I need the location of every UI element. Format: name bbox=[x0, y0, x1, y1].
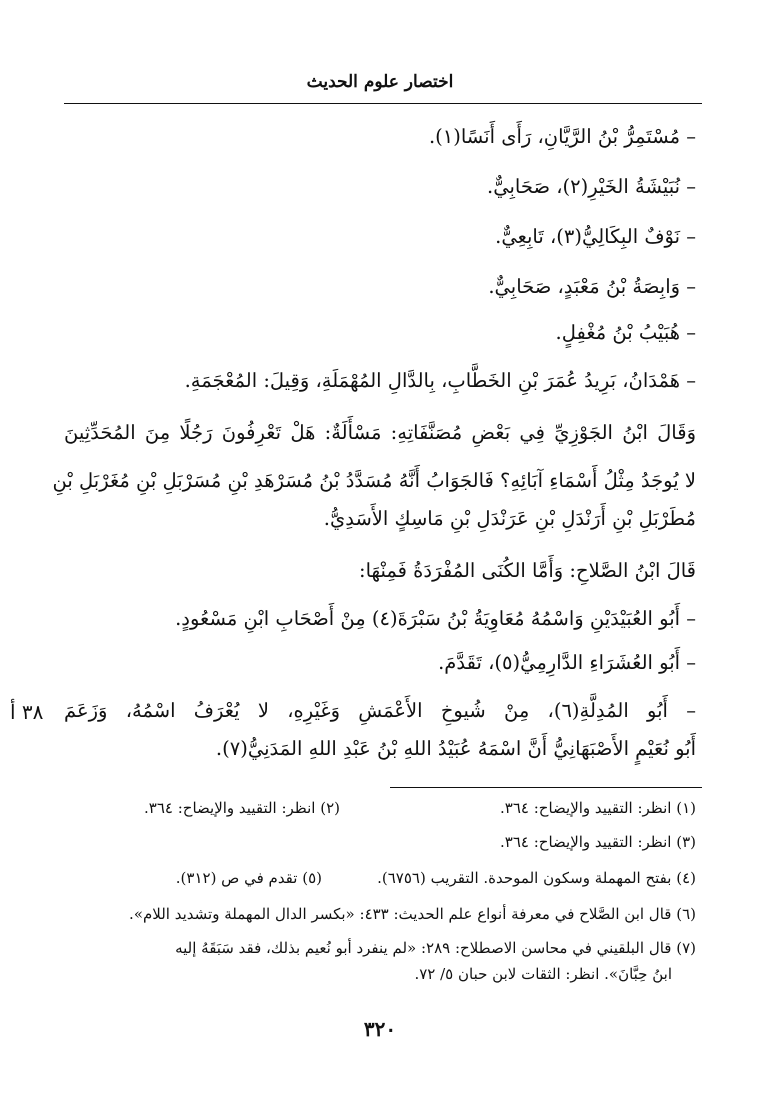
section-intro: قَالَ ابْنُ الصَّلاحِ: وَأَمَّا الكُنَى المُفْرَدَةُ فَمِنْهَا: bbox=[359, 559, 696, 582]
footnote-continuation: ابنُ حِبَّانَ». انظر: الثقات لابن حبان ٥/ ٧٢. bbox=[414, 965, 672, 983]
list-item-continuation: أَبُو نُعَيْمٍ الأَصْبَهَانِيُّ أَنَّ اسْمَهُ عُبَيْدُ اللهِ بْنُ عَبْدِ اللهِ المَدَنِيُّ(٧). bbox=[215, 737, 696, 760]
paragraph-line: مُطَرْبَلِ بْنِ أَرَنْدَلِ بْنِ عَرَنْدَلِ بْنِ مَاسِكٍ الأَسَدِيُّ. bbox=[323, 507, 696, 530]
footnote: (٤) بفتح المهملة وسكون الموحدة. التقريب (٦٧٥٦). bbox=[377, 869, 696, 887]
footnote-divider bbox=[390, 787, 702, 788]
footnote: (٧) قال البلقيني في محاسن الاصطلاح: ٢٨٩: «لم ينفرد أبو نُعيم بذلك، فقد سَبَقَهُ إليه bbox=[175, 939, 696, 957]
page-title: اختصار علوم الحديث bbox=[306, 72, 454, 92]
list-item: – هُبَيْبُ بْنُ مُغْفِلٍ. bbox=[555, 321, 696, 344]
margin-folio-note: ٣٨ أ bbox=[10, 700, 44, 724]
list-item: – أَبُو العُبَيْدَيْنِ وَاسْمُهُ مُعَاوِيَةُ بْنُ سَبْرَةَ(٤) مِنْ أَصْحَابِ ابْنِ مَسْعُودٍ. bbox=[175, 607, 696, 630]
paragraph-line: لا يُوجَدُ مِثْلُ أَسْمَاءِ آبَائِهِ؟ فَالجَوَابُ أَنَّهُ مُسَدَّدُ بْنُ مُسَرْهَدِ بْنِ مُسَرْبَلِ بْنِ مُغَرْبَلِ بْنِ bbox=[52, 469, 696, 492]
page-number: ٣٢٠ bbox=[363, 1017, 397, 1041]
list-item: – مُسْتَمِرُّ بْنُ الرَّيَّانِ، رَأَى أَنَسًا(١). bbox=[428, 125, 696, 148]
footnote: (٥) تقدم في ص (٣١٢). bbox=[175, 869, 322, 887]
list-item: – وَابِصَةُ بْنُ مَعْبَدٍ، صَحَابِيٌّ. bbox=[488, 275, 696, 298]
list-item: – أَبُو العُشَرَاءِ الدَّارِمِيُّ(٥)، تَقَدَّمَ. bbox=[438, 651, 696, 674]
header-divider bbox=[64, 103, 702, 104]
list-item: – نَوْفٌ البِكَالِيُّ(٣)، تَابِعِيٌّ. bbox=[495, 225, 696, 248]
footnote: (١) انظر: التقييد والإيضاح: ٣٦٤. bbox=[499, 799, 696, 817]
paragraph-line: وَقَالَ ابْنُ الجَوْزِيِّ فِي بَعْضِ مُصَنَّفَاتِهِ: مَسْأَلَةٌ: هَلْ تَعْرِفُونَ رَجُلًا مِنَ المُحَدِّثِينَ bbox=[64, 421, 696, 444]
list-item: – أَبُو المُدِلَّةِ(٦)، مِنْ شُيوخِ الأَعْمَشِ وَغَيْرِهِ، لا يُعْرَفُ اسْمُهُ، وَزَعَمَ bbox=[64, 699, 696, 722]
list-item: – هَمْدَانُ، بَرِيدُ عُمَرَ بْنِ الخَطَّابِ، بِالدَّالِ المُهْمَلَةِ، وَقِيلَ: المُعْجَمَةِ. bbox=[184, 369, 696, 392]
footnote: (٣) انظر: التقييد والإيضاح: ٣٦٤. bbox=[499, 833, 696, 851]
footnote: (٢) انظر: التقييد والإيضاح: ٣٦٤. bbox=[143, 799, 340, 817]
list-item: – نُبَيْشَةُ الخَيْرِ(٢)، صَحَابِيٌّ. bbox=[487, 175, 696, 198]
footnote: (٦) قال ابن الصَّلاح في معرفة أنواع علم الحديث: ٤٣٣: «بكسر الدال المهملة وتشديد اللام». bbox=[129, 905, 696, 923]
